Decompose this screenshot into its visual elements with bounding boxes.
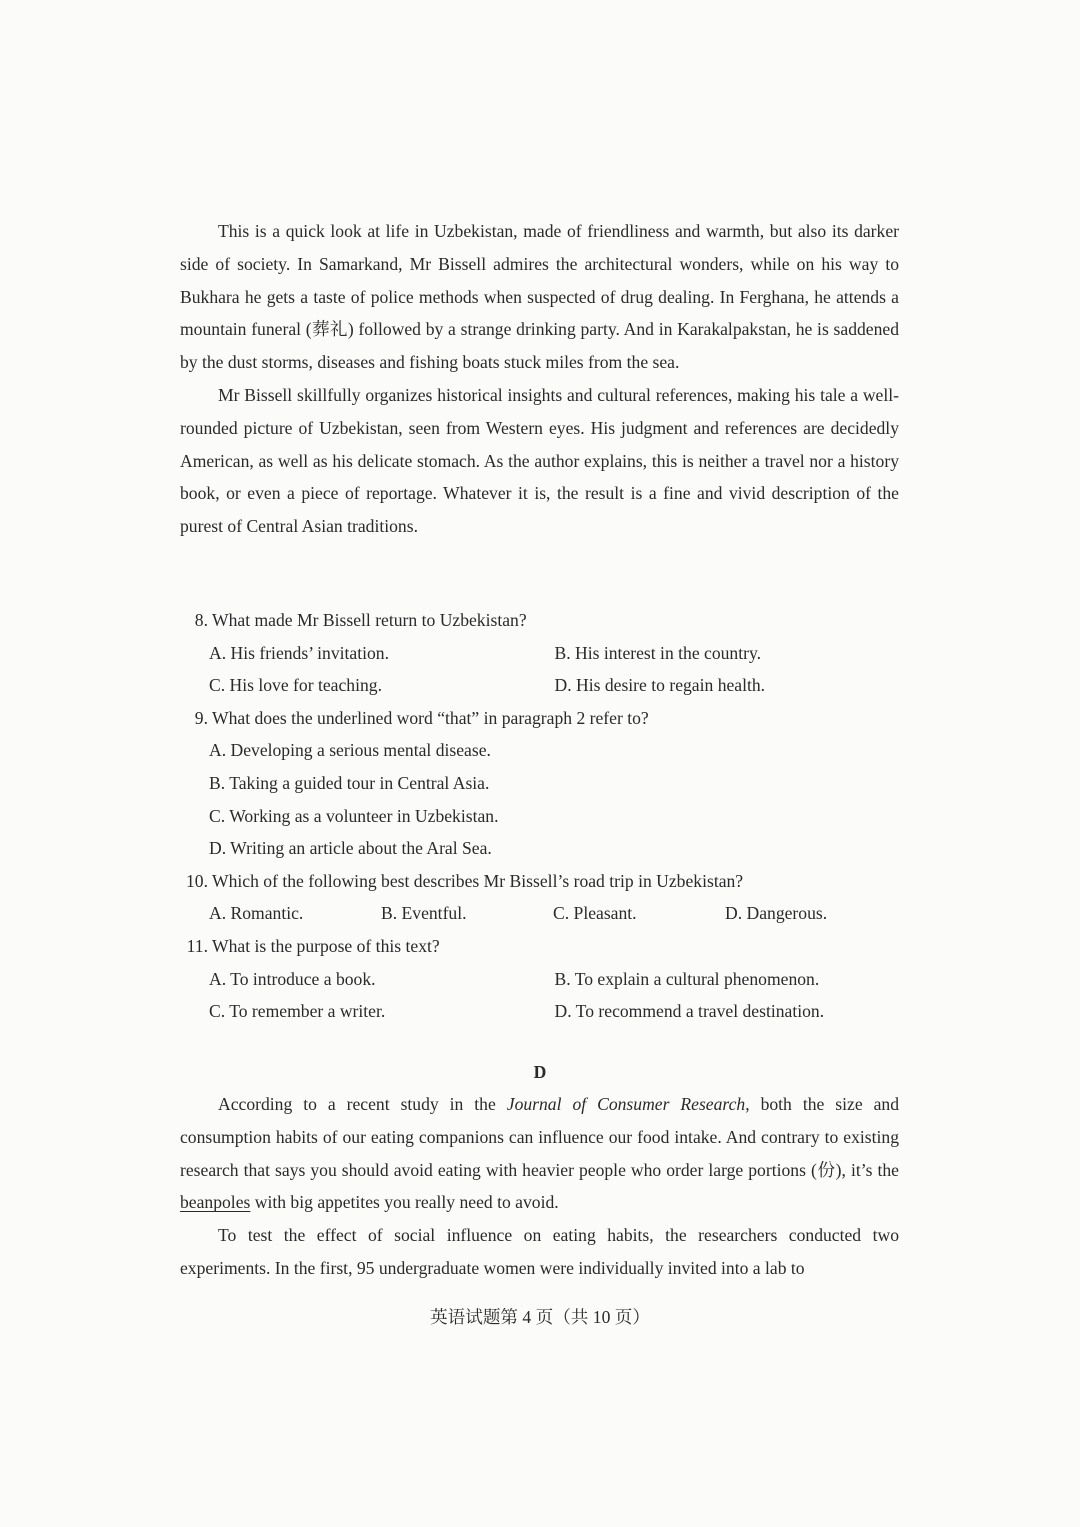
option-d[interactable]: D. To recommend a travel destination. bbox=[554, 1001, 825, 1022]
question-stem: What does the underlined word “that” in paragraph 2 refer to? bbox=[212, 707, 649, 728]
page-footer: 英语试题第 4 页（共 10 页） bbox=[430, 1307, 650, 1327]
question-number: 9. bbox=[194, 707, 208, 728]
option-c[interactable]: C. Working as a volunteer in Uzbekistan. bbox=[209, 805, 499, 826]
options-row bbox=[180, 734, 900, 767]
option-b[interactable]: B. Eventful. bbox=[381, 903, 467, 924]
question-11 bbox=[180, 930, 900, 963]
question-9 bbox=[180, 702, 900, 735]
option-b[interactable]: B. To explain a cultural phenomenon. bbox=[554, 968, 820, 989]
journal-title: Journal of Consumer Research bbox=[506, 1094, 746, 1114]
option-c[interactable]: C. To remember a writer. bbox=[209, 1001, 386, 1022]
option-d[interactable]: D. Dangerous. bbox=[725, 903, 828, 924]
options-row bbox=[180, 995, 900, 1028]
options-row bbox=[180, 637, 900, 670]
option-c[interactable]: C. His love for teaching. bbox=[209, 675, 382, 696]
option-a[interactable]: A. Developing a serious mental disease. bbox=[209, 740, 491, 761]
question-stem: What is the purpose of this text? bbox=[212, 935, 440, 956]
section-heading-d: D bbox=[533, 1062, 547, 1082]
passage-c-paragraph-1: This is a quick look at life in Uzbekistan, made of friendliness and warmth, but also its darker side of society. In Samarkand, Mr Bissell admires the architectural wonders, while on his way to Bukhara he gets a taste of police methods when suspected of drug dealing. In Ferghana, he attends a mountain funeral (葬礼) followed by a strange drinking party. And in Karakalpakstan, he is saddened by the dust storms, diseases and fishing boats stuck miles from the sea. bbox=[180, 221, 899, 373]
question-10 bbox=[180, 865, 900, 898]
option-d[interactable]: D. Writing an article about the Aral Sea. bbox=[209, 838, 492, 859]
option-b[interactable]: B. Taking a guided tour in Central Asia. bbox=[209, 772, 490, 793]
options-row bbox=[180, 897, 900, 930]
options-row bbox=[180, 800, 900, 833]
options-row bbox=[180, 669, 900, 702]
passage-d bbox=[180, 1088, 899, 1285]
question-stem: What made Mr Bissell return to Uzbekistan? bbox=[212, 610, 527, 630]
question-number: 8. bbox=[194, 610, 208, 630]
options-row bbox=[180, 767, 900, 800]
question-number: 11. bbox=[186, 935, 208, 956]
passage-d-paragraph-2: To test the effect of social influence on eating habits, the researchers conducted two experiments. In the first, 95 undergraduate women were individually invited into a lab to bbox=[180, 1225, 899, 1278]
question-number: 10. bbox=[186, 870, 208, 891]
option-a[interactable]: A. Romantic. bbox=[209, 903, 304, 924]
option-b[interactable]: B. His interest in the country. bbox=[554, 642, 762, 663]
option-c[interactable]: C. Pleasant. bbox=[553, 903, 637, 924]
passage-c bbox=[180, 215, 899, 543]
passage-c-paragraph-2: Mr Bissell skillfully organizes historical insights and cultural references, making his tale a well-rounded picture of Uzbekistan, seen from Western eyes. His judgment and references are decidedly American, as well as his delicate stomach. As the author explains, this is neither a travel nor a history book, or even a piece of reportage. Whatever it is, the result is a fine and vivid description of the purest of Central Asian traditions. bbox=[180, 384, 899, 537]
question-stem: Which of the following best describes Mr Bissell’s road trip in Uzbekistan? bbox=[212, 870, 744, 891]
option-d[interactable]: D. His desire to regain health. bbox=[554, 675, 766, 696]
paragraph-text: with big appetites you really need to avoid. bbox=[250, 1192, 559, 1213]
paragraph-text: , both the size and consumption habits of our eating companions can influence our food intake. And contrary to existing research that says you should avoid eating with heavier people who order large portions (份), it’s the bbox=[180, 1094, 899, 1180]
paragraph-text: According to a recent study in the bbox=[218, 1094, 507, 1114]
passage-d-paragraph-1 bbox=[180, 1088, 899, 1219]
option-a[interactable]: A. His friends’ invitation. bbox=[209, 642, 389, 663]
question-8 bbox=[180, 604, 900, 637]
options-row bbox=[180, 963, 900, 996]
underlined-word: beanpoles bbox=[180, 1192, 251, 1213]
question-list bbox=[180, 604, 900, 1028]
options-row bbox=[180, 832, 900, 865]
option-a[interactable]: A. To introduce a book. bbox=[209, 968, 376, 989]
